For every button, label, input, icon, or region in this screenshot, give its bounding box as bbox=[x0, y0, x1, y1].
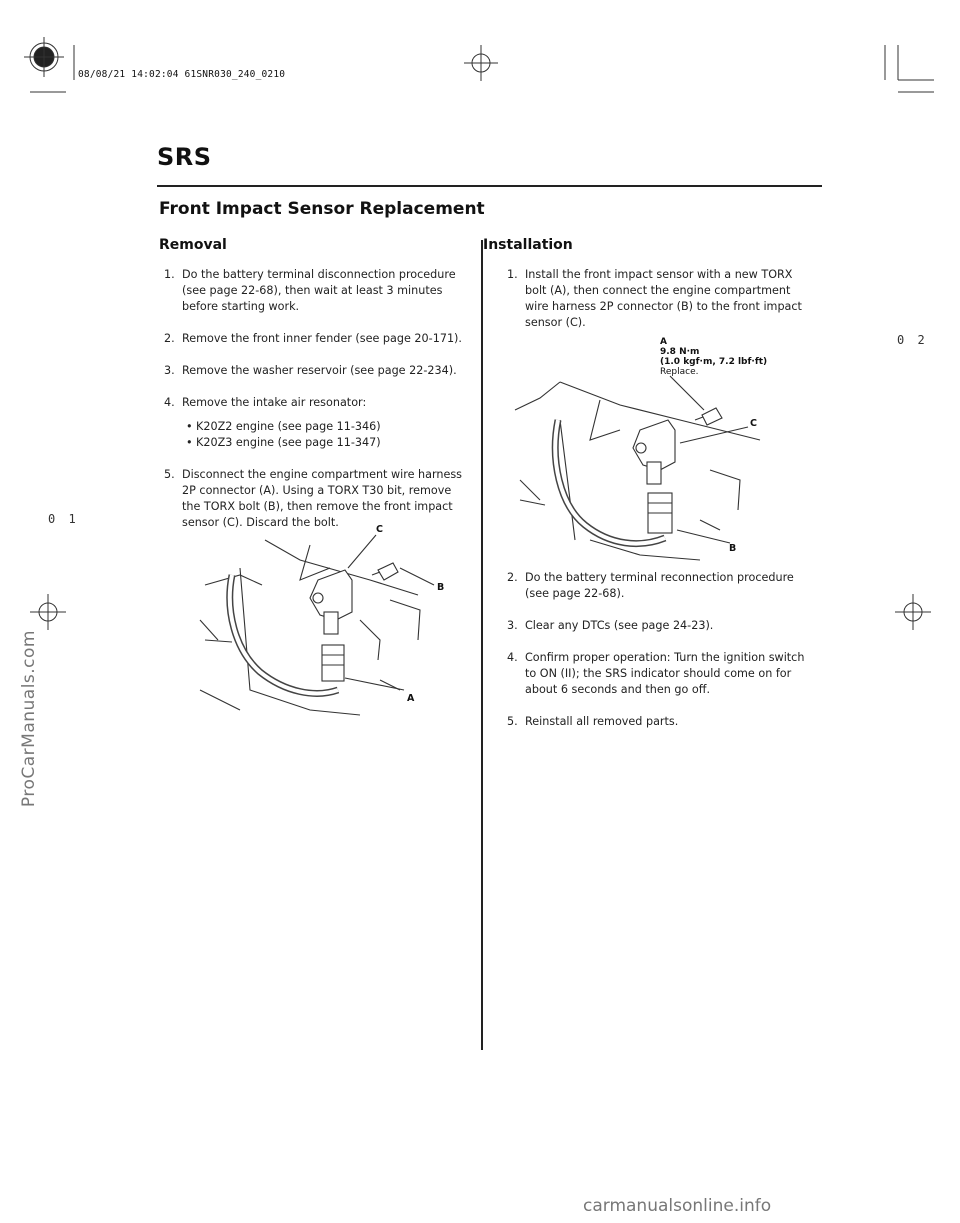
step-number: 2. bbox=[507, 571, 518, 584]
step-text: Remove the front inner fender (see page 20-171). bbox=[182, 332, 462, 345]
step-text: Reinstall all removed parts. bbox=[525, 715, 679, 728]
list-item: • K20Z3 engine (see page 11-347) bbox=[186, 435, 464, 451]
step-number: 5. bbox=[164, 468, 175, 481]
step-number: 1. bbox=[507, 268, 518, 281]
install-label-c: C bbox=[750, 418, 757, 429]
step-text: Do the battery terminal disconnection procedure (see page 22-68), then wait at least 3 minutes before starting work. bbox=[182, 268, 456, 313]
step-number: 2. bbox=[164, 332, 175, 345]
step-text: Disconnect the engine compartment wire harness 2P connector (A). Using a TORX T30 bit, remove the TORX bolt (B), then remove the front impact sensor (C). Discard the bolt. bbox=[182, 468, 463, 529]
installation-step bbox=[507, 267, 807, 331]
torque-nm: 9.8 N·m bbox=[660, 347, 700, 357]
step-text: Clear any DTCs (see page 24-23). bbox=[525, 619, 714, 632]
step-text: Remove the intake air resonator: bbox=[182, 396, 367, 409]
torque-imperial: (1.0 kgf·m, 7.2 lbf·ft) bbox=[660, 357, 768, 367]
step-number: 1. bbox=[164, 268, 175, 281]
footer-watermark: carmanualsonline.info bbox=[583, 1196, 772, 1216]
step-number: 4. bbox=[164, 396, 175, 409]
replace-note: Replace. bbox=[660, 367, 699, 377]
installation-steps-bottom bbox=[507, 570, 807, 746]
step-text: Install the front impact sensor with a new TORX bolt (A), then connect the engine compartment wire harness 2P connector (B) to the front impact sensor (C). bbox=[525, 268, 802, 329]
install-label-a: A bbox=[660, 337, 667, 347]
step-number: 3. bbox=[164, 364, 175, 377]
removal-label-c: C bbox=[376, 524, 383, 535]
removal-step bbox=[164, 467, 464, 531]
section-title: SRS bbox=[157, 143, 212, 171]
removal-label-b: B bbox=[437, 582, 445, 593]
step-text: Remove the washer reservoir (see page 22-234). bbox=[182, 364, 457, 377]
list-item: • K20Z2 engine (see page 11-346) bbox=[186, 419, 464, 435]
header-rule bbox=[157, 185, 822, 187]
column-divider bbox=[481, 240, 483, 1050]
page-mark-left: 0 1 bbox=[48, 512, 79, 526]
installation-step bbox=[507, 570, 807, 602]
step-number: 5. bbox=[507, 715, 518, 728]
removal-steps bbox=[164, 267, 464, 547]
installation-step bbox=[507, 618, 807, 634]
install-label-b: B bbox=[729, 543, 737, 554]
step-text: Confirm proper operation: Turn the ignition switch to ON (II); the SRS indicator should come on for about 6 seconds and then go off. bbox=[525, 651, 805, 696]
step-text: Do the battery terminal reconnection procedure (see page 22-68). bbox=[525, 571, 794, 600]
installation-step bbox=[507, 714, 807, 730]
installation-step bbox=[507, 650, 807, 698]
engine-list bbox=[186, 419, 464, 451]
step-number: 3. bbox=[507, 619, 518, 632]
removal-step bbox=[164, 331, 464, 347]
watermark-left: ProCarManuals.com bbox=[19, 630, 39, 808]
installation-steps-top bbox=[507, 267, 807, 347]
step-number: 4. bbox=[507, 651, 518, 664]
torque-callout bbox=[660, 337, 767, 377]
removal-step bbox=[164, 395, 464, 451]
page-mark-right: 0 2 bbox=[897, 333, 928, 347]
page-title: Front Impact Sensor Replacement bbox=[159, 199, 485, 219]
installation-heading: Installation bbox=[483, 237, 573, 253]
removal-label-a: A bbox=[407, 693, 415, 704]
removal-heading: Removal bbox=[159, 237, 227, 253]
print-timestamp: 08/08/21 14:02:04 61SNR030_240_0210 bbox=[78, 69, 286, 80]
removal-step bbox=[164, 363, 464, 379]
removal-step bbox=[164, 267, 464, 315]
